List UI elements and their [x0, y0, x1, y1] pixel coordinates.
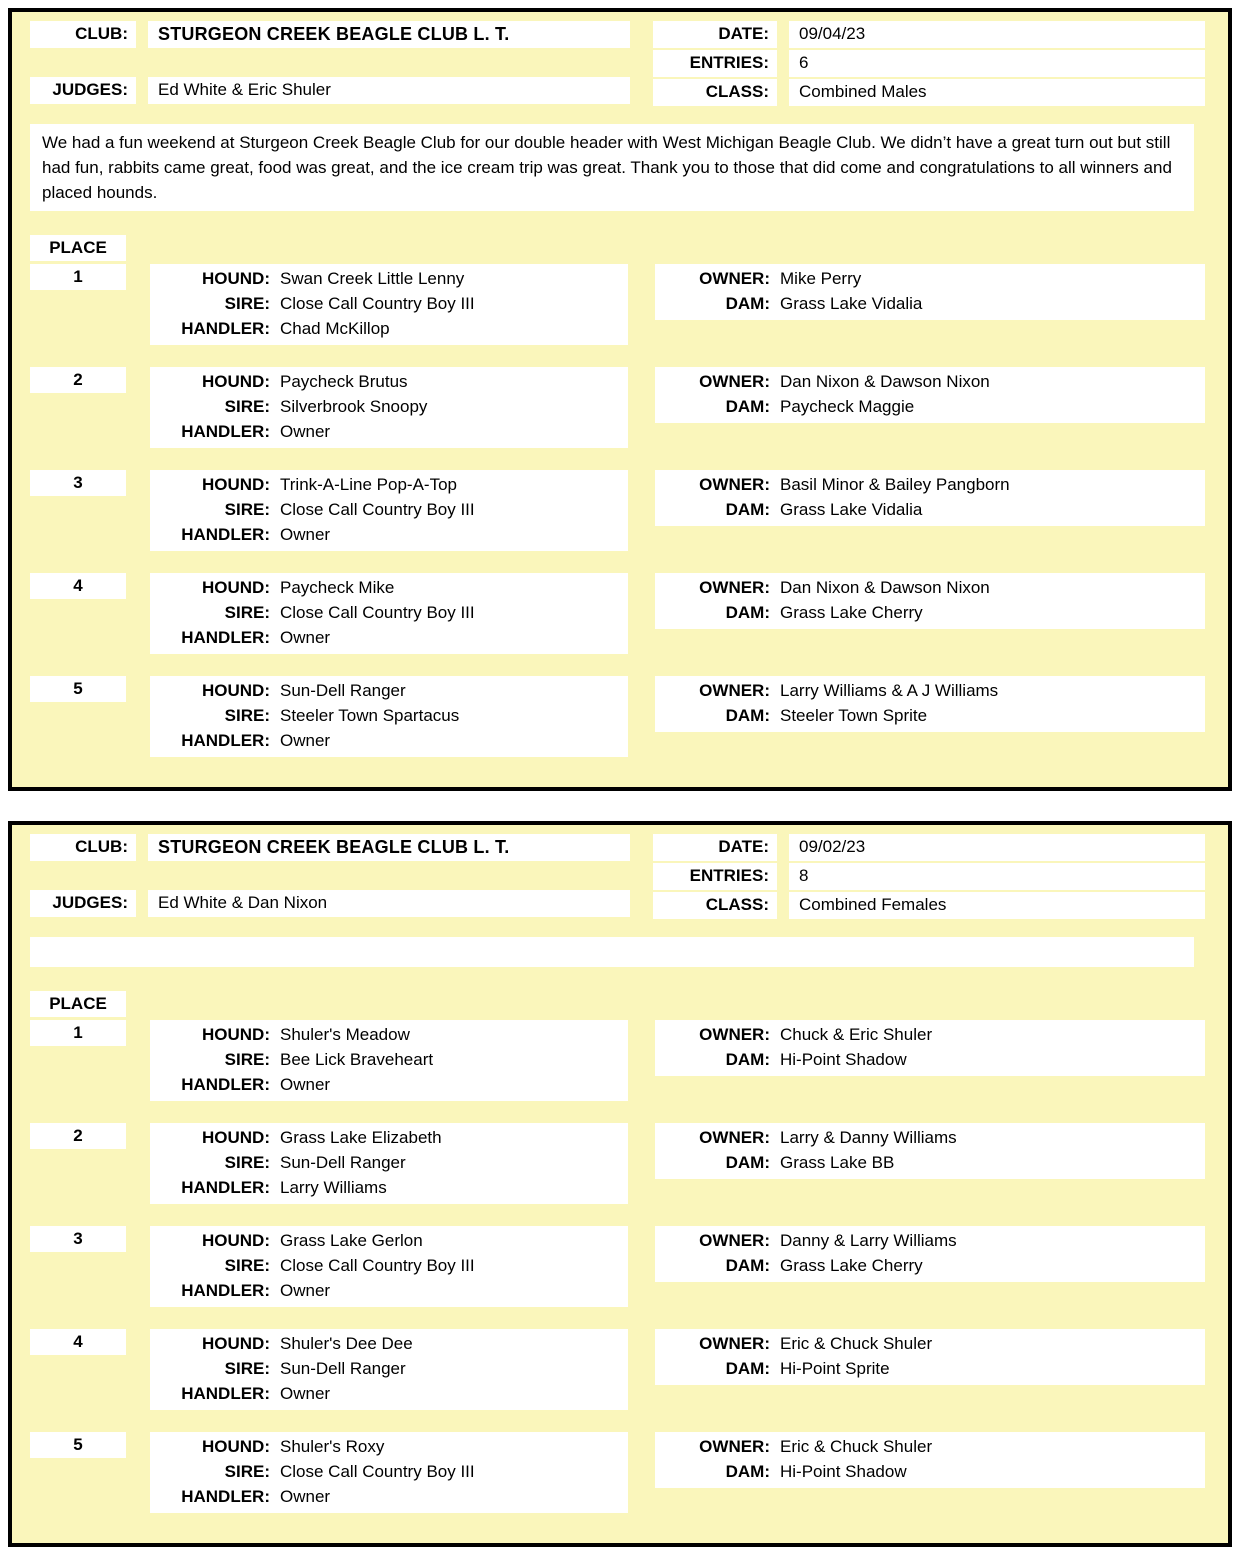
date-row [653, 834, 1205, 861]
handler-label: HANDLER: [181, 1281, 270, 1300]
place-number: 5 [30, 676, 126, 702]
owner-label: OWNER: [699, 1437, 770, 1456]
judges-row [30, 890, 630, 917]
dam-name: Hi-Point Shadow [780, 1462, 907, 1481]
place-number: 1 [30, 1020, 126, 1046]
placement-row [30, 573, 1228, 654]
owner-row [655, 472, 1205, 497]
handler-name: Chad McKillop [280, 319, 390, 338]
owner-name: Mike Perry [780, 269, 862, 288]
hound-info-box [150, 1329, 628, 1410]
handler-name: Owner [280, 628, 331, 647]
trial-report-panel [8, 8, 1232, 791]
placement-row [30, 264, 1228, 345]
owner-name: Eric & Chuck Shuler [780, 1437, 933, 1456]
sire-label: SIRE: [224, 1359, 270, 1378]
sire-label: SIRE: [224, 706, 270, 725]
club-name: STURGEON CREEK BEAGLE CLUB L. T. [148, 21, 630, 48]
hound-label: HOUND: [202, 269, 270, 288]
owner-name: Larry & Danny Williams [780, 1128, 957, 1147]
handler-name: Owner [280, 1487, 331, 1506]
sire-name: Close Call Country Boy III [280, 294, 475, 313]
owner-row [655, 369, 1205, 394]
sire-label: SIRE: [224, 500, 270, 519]
trial-results-document [0, 8, 1240, 1547]
place-column-header: PLACE [30, 991, 126, 1017]
hound-info-box [150, 1226, 628, 1307]
date-value: 09/02/23 [789, 834, 1205, 861]
class-row [653, 892, 1205, 919]
place-number: 3 [30, 1226, 126, 1252]
handler-row [150, 316, 628, 341]
judges-label: JUDGES: [30, 77, 136, 104]
report-header [12, 21, 1228, 108]
hound-info-box [150, 1123, 628, 1204]
handler-label: HANDLER: [181, 1384, 270, 1403]
class-row [653, 79, 1205, 106]
owner-name: Larry Williams & A J Williams [780, 681, 999, 700]
date-row [653, 21, 1205, 48]
dam-name: Grass Lake Cherry [780, 1256, 923, 1275]
handler-row [150, 1381, 628, 1406]
hound-row [150, 1022, 628, 1047]
date-label: DATE: [653, 834, 777, 861]
handler-label: HANDLER: [181, 628, 270, 647]
sire-row [150, 1253, 628, 1278]
owner-label: OWNER: [699, 372, 770, 391]
handler-name: Owner [280, 1075, 331, 1094]
dam-name: Paycheck Maggie [780, 397, 915, 416]
sire-name: Sun-Dell Ranger [280, 1359, 406, 1378]
sire-row [150, 703, 628, 728]
sire-row [150, 497, 628, 522]
sire-name: Close Call Country Boy III [280, 1462, 475, 1481]
handler-label: HANDLER: [181, 319, 270, 338]
sire-name: Silverbrook Snoopy [280, 397, 428, 416]
sire-row [150, 600, 628, 625]
sire-row [150, 1459, 628, 1484]
hound-name: Shuler's Roxy [280, 1437, 385, 1456]
hound-row [150, 1434, 628, 1459]
owner-info-box [655, 1020, 1205, 1076]
hound-info-box [150, 264, 628, 345]
club-label: CLUB: [30, 21, 136, 48]
handler-name: Owner [280, 1281, 331, 1300]
hound-row [150, 472, 628, 497]
sire-label: SIRE: [224, 294, 270, 313]
sire-label: SIRE: [224, 603, 270, 622]
sire-row [150, 394, 628, 419]
owner-row [655, 1228, 1205, 1253]
owner-label: OWNER: [699, 475, 770, 494]
entries-value: 6 [789, 50, 1205, 77]
entries-value: 8 [789, 863, 1205, 890]
entries-row [653, 50, 1205, 77]
sire-row [150, 1356, 628, 1381]
handler-name: Larry Williams [280, 1178, 387, 1197]
handler-row [150, 419, 628, 444]
dam-label: DAM: [725, 603, 770, 622]
placement-row [30, 676, 1228, 757]
owner-info-box [655, 573, 1205, 629]
hound-name: Paycheck Brutus [280, 372, 408, 391]
club-row [30, 834, 630, 861]
owner-label: OWNER: [699, 1231, 770, 1250]
sire-label: SIRE: [224, 1256, 270, 1275]
owner-name: Dan Nixon & Dawson Nixon [780, 578, 990, 597]
place-number: 4 [30, 573, 126, 599]
handler-name: Owner [280, 525, 331, 544]
placement-row [30, 1432, 1228, 1513]
sire-name: Steeler Town Spartacus [280, 706, 460, 725]
hound-info-box [150, 1020, 628, 1101]
dam-row [655, 1356, 1205, 1381]
placement-row [30, 1020, 1228, 1101]
owner-info-box [655, 1123, 1205, 1179]
hound-name: Trink-A-Line Pop-A-Top [280, 475, 457, 494]
sire-label: SIRE: [224, 1050, 270, 1069]
hound-label: HOUND: [202, 372, 270, 391]
dam-name: Hi-Point Shadow [780, 1050, 907, 1069]
owner-info-box [655, 676, 1205, 732]
placement-row [30, 1123, 1228, 1204]
owner-label: OWNER: [699, 578, 770, 597]
hound-row [150, 678, 628, 703]
placement-row [30, 1226, 1228, 1307]
dam-row [655, 1047, 1205, 1072]
place-number: 4 [30, 1329, 126, 1355]
judges-value: Ed White & Dan Nixon [148, 890, 630, 917]
owner-info-box [655, 367, 1205, 423]
class-value: Combined Males [789, 79, 1205, 106]
entries-row [653, 863, 1205, 890]
owner-info-box [655, 264, 1205, 320]
hound-label: HOUND: [202, 1437, 270, 1456]
hound-name: Sun-Dell Ranger [280, 681, 406, 700]
sire-name: Sun-Dell Ranger [280, 1153, 406, 1172]
hound-label: HOUND: [202, 1025, 270, 1044]
club-label: CLUB: [30, 834, 136, 861]
sire-name: Close Call Country Boy III [280, 603, 475, 622]
sire-row [150, 1047, 628, 1072]
dam-name: Grass Lake BB [780, 1153, 895, 1172]
hound-name: Swan Creek Little Lenny [280, 269, 465, 288]
handler-row [150, 1175, 628, 1200]
place-number: 1 [30, 264, 126, 290]
place-number: 5 [30, 1432, 126, 1458]
handler-label: HANDLER: [181, 1487, 270, 1506]
entries-label: ENTRIES: [653, 50, 777, 77]
class-value: Combined Females [789, 892, 1205, 919]
dam-label: DAM: [725, 1359, 770, 1378]
hound-label: HOUND: [202, 578, 270, 597]
dam-label: DAM: [725, 1256, 770, 1275]
entries-label: ENTRIES: [653, 863, 777, 890]
dam-row [655, 291, 1205, 316]
places-list [12, 1020, 1228, 1513]
sire-row [150, 1150, 628, 1175]
judges-label: JUDGES: [30, 890, 136, 917]
place-number: 3 [30, 470, 126, 496]
report-header-left [30, 834, 630, 921]
owner-info-box [655, 1329, 1205, 1385]
dam-name: Grass Lake Cherry [780, 603, 923, 622]
owner-name: Chuck & Eric Shuler [780, 1025, 933, 1044]
owner-row [655, 1331, 1205, 1356]
placement-row [30, 470, 1228, 551]
class-label: CLASS: [653, 79, 777, 106]
hound-name: Shuler's Dee Dee [280, 1334, 413, 1353]
dam-row [655, 703, 1205, 728]
owner-name: Dan Nixon & Dawson Nixon [780, 372, 990, 391]
handler-row [150, 1072, 628, 1097]
dam-row [655, 600, 1205, 625]
dam-name: Grass Lake Vidalia [780, 294, 923, 313]
dam-name: Grass Lake Vidalia [780, 500, 923, 519]
report-notes [30, 937, 1194, 967]
placement-row [30, 367, 1228, 448]
owner-label: OWNER: [699, 269, 770, 288]
sire-name: Close Call Country Boy III [280, 1256, 475, 1275]
owner-row [655, 1434, 1205, 1459]
date-label: DATE: [653, 21, 777, 48]
dam-label: DAM: [725, 1462, 770, 1481]
report-header-left [30, 21, 630, 108]
dam-label: DAM: [725, 1153, 770, 1172]
handler-row [150, 1484, 628, 1509]
header-spacer [30, 50, 630, 75]
owner-label: OWNER: [699, 1334, 770, 1353]
handler-label: HANDLER: [181, 1075, 270, 1094]
sire-row [150, 291, 628, 316]
handler-row [150, 522, 628, 547]
sire-label: SIRE: [224, 1462, 270, 1481]
owner-name: Basil Minor & Bailey Pangborn [780, 475, 1010, 494]
hound-info-box [150, 367, 628, 448]
hound-row [150, 1228, 628, 1253]
judges-value: Ed White & Eric Shuler [148, 77, 630, 104]
dam-name: Hi-Point Sprite [780, 1359, 890, 1378]
hound-row [150, 369, 628, 394]
hound-label: HOUND: [202, 1334, 270, 1353]
owner-row [655, 1125, 1205, 1150]
sire-label: SIRE: [224, 1153, 270, 1172]
dam-row [655, 394, 1205, 419]
hound-label: HOUND: [202, 1128, 270, 1147]
dam-row [655, 1253, 1205, 1278]
hound-row [150, 575, 628, 600]
hound-name: Shuler's Meadow [280, 1025, 410, 1044]
dam-label: DAM: [725, 500, 770, 519]
hound-name: Paycheck Mike [280, 578, 395, 597]
header-spacer [30, 863, 630, 888]
sire-name: Close Call Country Boy III [280, 500, 475, 519]
hound-label: HOUND: [202, 1231, 270, 1250]
owner-info-box [655, 1226, 1205, 1282]
owner-row [655, 678, 1205, 703]
handler-label: HANDLER: [181, 1178, 270, 1197]
place-column-header: PLACE [30, 235, 126, 261]
dam-label: DAM: [725, 397, 770, 416]
dam-label: DAM: [725, 706, 770, 725]
owner-name: Danny & Larry Williams [780, 1231, 957, 1250]
date-value: 09/04/23 [789, 21, 1205, 48]
place-number: 2 [30, 367, 126, 393]
hound-label: HOUND: [202, 475, 270, 494]
placement-row [30, 1329, 1228, 1410]
owner-row [655, 1022, 1205, 1047]
class-label: CLASS: [653, 892, 777, 919]
handler-row [150, 625, 628, 650]
handler-name: Owner [280, 731, 331, 750]
hound-info-box [150, 676, 628, 757]
handler-label: HANDLER: [181, 731, 270, 750]
hound-name: Grass Lake Elizabeth [280, 1128, 442, 1147]
hound-info-box [150, 470, 628, 551]
dam-row [655, 497, 1205, 522]
handler-row [150, 1278, 628, 1303]
report-header-right [653, 834, 1205, 921]
hound-row [150, 1331, 628, 1356]
handler-row [150, 728, 628, 753]
handler-name: Owner [280, 422, 331, 441]
dam-row [655, 1459, 1205, 1484]
dam-label: DAM: [725, 294, 770, 313]
hound-info-box [150, 1432, 628, 1513]
owner-info-box [655, 470, 1205, 526]
handler-label: HANDLER: [181, 525, 270, 544]
owner-label: OWNER: [699, 1025, 770, 1044]
place-number: 2 [30, 1123, 126, 1149]
hound-label: HOUND: [202, 681, 270, 700]
trial-report-panel [8, 821, 1232, 1547]
judges-row [30, 77, 630, 104]
owner-label: OWNER: [699, 681, 770, 700]
sire-label: SIRE: [224, 397, 270, 416]
club-row [30, 21, 630, 48]
report-notes: We had a fun weekend at Sturgeon Creek Beagle Club for our double header with West Michigan Beagle Club. We didn’t have a great turn out but still had fun, rabbits came great, food was great, and the ice cream trip was great. Thank you to those that did come and congratulations to all winners and placed hounds. [30, 124, 1194, 211]
owner-row [655, 266, 1205, 291]
owner-row [655, 575, 1205, 600]
club-name: STURGEON CREEK BEAGLE CLUB L. T. [148, 834, 630, 861]
hound-name: Grass Lake Gerlon [280, 1231, 423, 1250]
handler-label: HANDLER: [181, 422, 270, 441]
handler-name: Owner [280, 1384, 331, 1403]
hound-info-box [150, 573, 628, 654]
dam-row [655, 1150, 1205, 1175]
hound-row [150, 1125, 628, 1150]
report-header-right [653, 21, 1205, 108]
sire-name: Bee Lick Braveheart [280, 1050, 434, 1069]
places-list [12, 264, 1228, 757]
owner-name: Eric & Chuck Shuler [780, 1334, 933, 1353]
owner-label: OWNER: [699, 1128, 770, 1147]
owner-info-box [655, 1432, 1205, 1488]
hound-row [150, 266, 628, 291]
dam-label: DAM: [725, 1050, 770, 1069]
report-header [12, 834, 1228, 921]
dam-name: Steeler Town Sprite [780, 706, 928, 725]
